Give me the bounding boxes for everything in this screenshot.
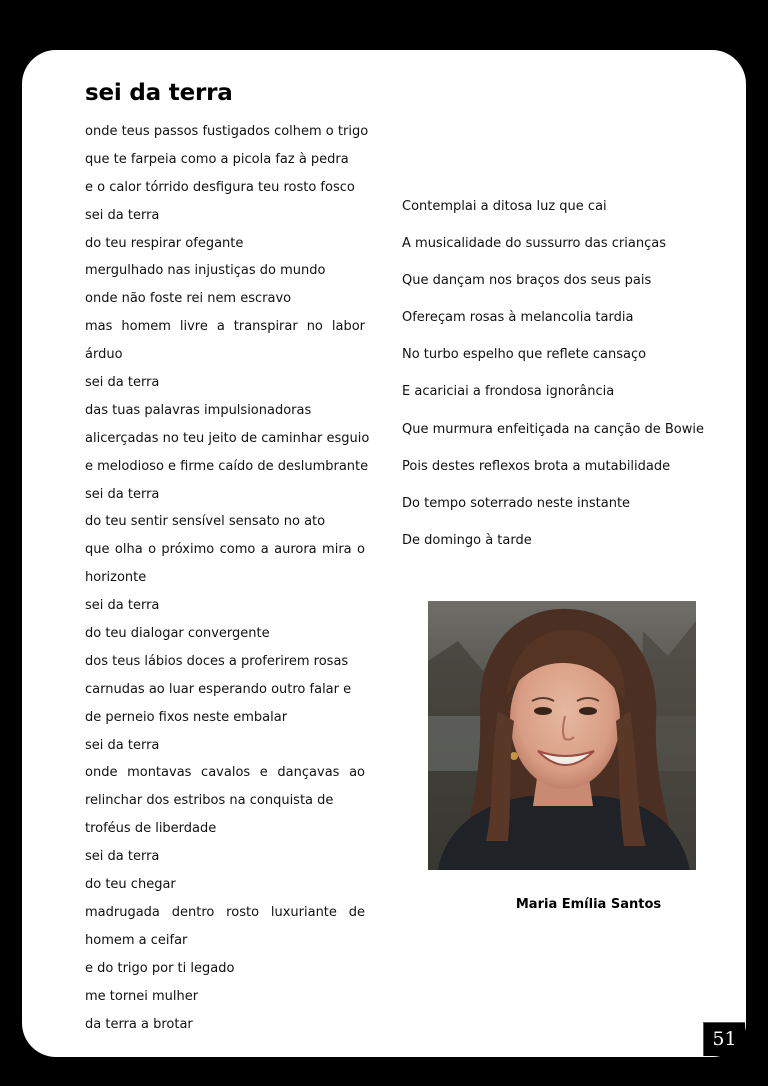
poem-line: mergulhado nas injustiças do mundo — [85, 263, 326, 279]
poem-line: sei da terra — [85, 737, 160, 753]
poem-line: das tuas palavras impulsionadoras — [85, 402, 312, 418]
poem-line: que te farpeia como a picola faz à pedra — [85, 151, 349, 167]
poem-line: Pois destes reflexos brota a mutabilidade — [402, 458, 671, 474]
poem-line: E acariciai a frondosa ignorância — [402, 384, 615, 400]
poem-line: da terra a brotar — [85, 1016, 193, 1032]
poem-line: me tornei mulher — [85, 988, 199, 1004]
poem-line: e melodioso e firme caído de deslumbrante — [85, 458, 369, 474]
author-name: Maria Emília Santos — [515, 897, 662, 912]
poem-line: mas homem livre a transpirar no labor — [85, 319, 365, 335]
author-portrait — [428, 601, 696, 870]
poem-line: do teu sentir sensível sensato no ato — [85, 514, 326, 530]
poem-line: e o calor tórrido desfigura teu rosto fosco — [85, 179, 355, 195]
poem-line: do teu respirar ofegante — [85, 235, 244, 251]
poem-line: sei da terra — [85, 486, 160, 502]
poem-line: que olha o próximo como a aurora mira o — [85, 542, 365, 558]
poem-line: homem a ceifar — [85, 932, 188, 948]
poem-line: carnudas ao luar esperando outro falar e — [85, 681, 352, 697]
poem-line: onde montavas cavalos e dançavas ao — [85, 765, 365, 781]
poem-line: do teu dialogar convergente — [85, 626, 270, 642]
poem-line: madrugada dentro rosto luxuriante de — [85, 904, 365, 920]
page-number: 51 — [703, 1022, 745, 1056]
poem-line: sei da terra — [85, 598, 160, 614]
poem-left-column — [85, 118, 370, 1038]
poem-line: Contemplai a ditosa luz que cai — [402, 199, 607, 214]
poem-line: relinchar dos estribos na conquista de — [85, 793, 334, 809]
poem-line: sei da terra — [85, 849, 160, 865]
poem-line: dos teus lábios doces a proferirem rosas — [85, 653, 349, 669]
poem-right-column — [402, 192, 722, 563]
poem-line: A musicalidade do sussurro das crianças — [402, 236, 666, 252]
poem-line: alicerçadas no teu jeito de caminhar esguio — [85, 430, 370, 446]
page-sheet — [22, 50, 746, 1057]
poem-line: do teu chegar — [85, 877, 176, 893]
poem-line: Do tempo soterrado neste instante — [402, 495, 631, 511]
poem-line: de perneio fixos neste embalar — [85, 709, 288, 725]
poem-line: horizonte — [85, 570, 147, 586]
poem-line: sei da terra — [85, 207, 160, 223]
poem-line: Ofereçam rosas à melancolia tardia — [402, 310, 634, 326]
poem-line: sei da terra — [85, 375, 160, 391]
poem-line: Que dançam nos braços dos seus pais — [402, 273, 652, 289]
poem-line: onde teus passos fustigados colhem o trigo — [85, 124, 369, 139]
poem-line: e do trigo por ti legado — [85, 960, 235, 976]
poem-line: árduo — [85, 347, 123, 363]
poem-line: No turbo espelho que reflete cansaço — [402, 347, 647, 363]
poem-line: onde não foste rei nem escravo — [85, 291, 292, 307]
poem-line: troféus de liberdade — [85, 821, 217, 837]
poem-line: Que murmura enfeitiçada na canção de Bowie — [402, 421, 704, 437]
poem-title: sei da terra — [85, 80, 233, 106]
poem-line: De domingo à tarde — [402, 532, 532, 548]
